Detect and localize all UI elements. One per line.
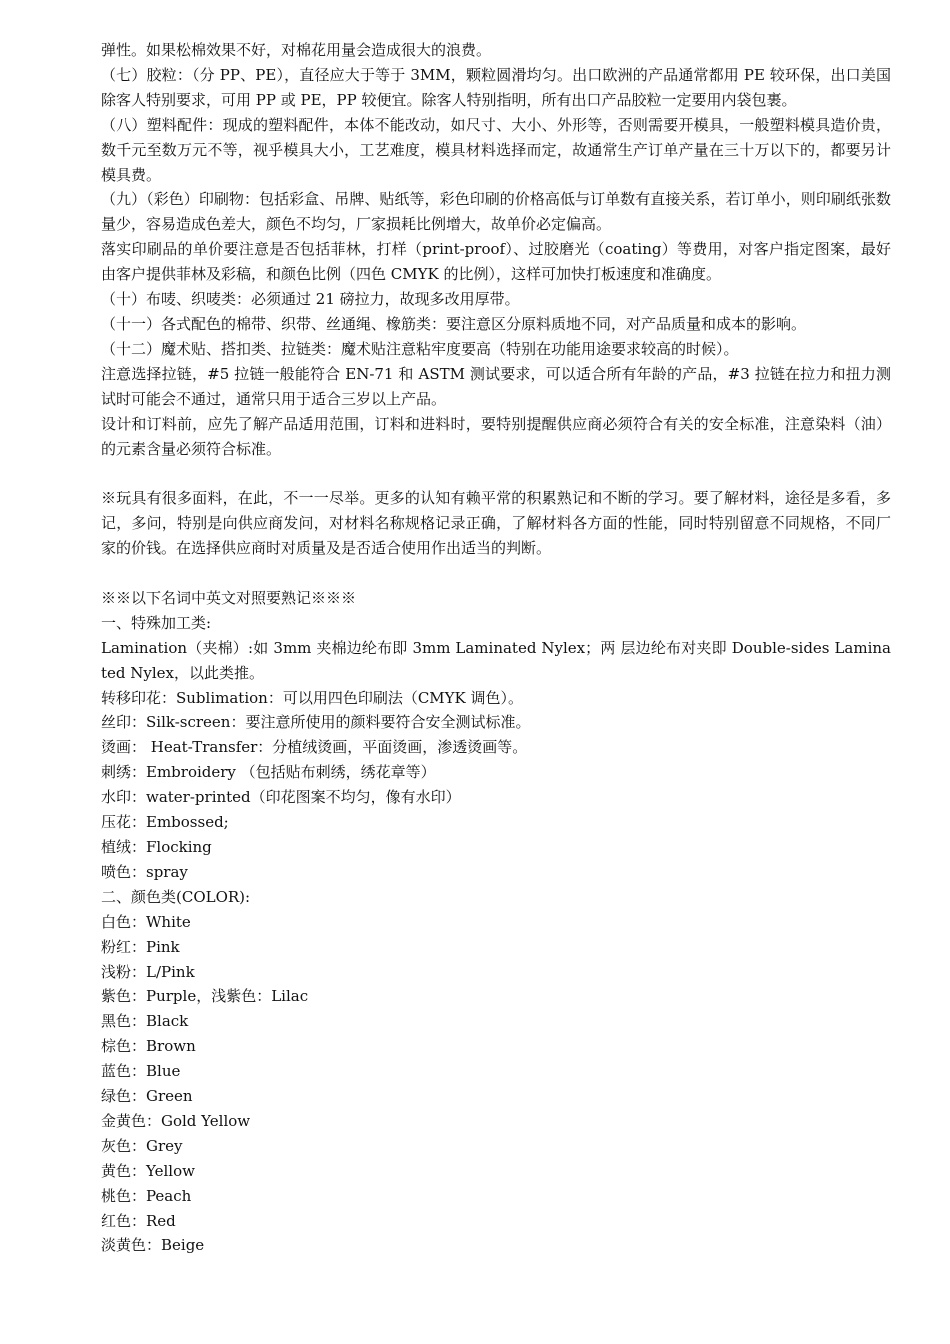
glossary-heading: ※※以下名词中英文对照要熟记※※※ (101, 588, 357, 607)
color-item: 金黄色：Gold Yellow (101, 1111, 251, 1130)
section-title-special-processing: 一、特殊加工类: (101, 613, 212, 632)
glossary-item: 刺绣：Embroidery （包括贴布刺绣，绣花章等） (101, 763, 436, 782)
color-item: 桃色：Peach (101, 1186, 192, 1205)
paragraph: （七）胶粒：（分 PP、PE），直径应大于等于 3MM，颗粒圆滑均匀。出口欧洲的产品通常都用 PE 较环保，出口美国除客人特别要求，可用 PP 或 PE，PP 较便宜。除客人特别指明，所有出口产品胶粒一定要用内袋包裹。 (101, 65, 891, 109)
blank-line (101, 561, 891, 586)
color-item: 粉红：Pink (101, 937, 180, 956)
color-item: 黑色：Black (101, 1012, 189, 1031)
color-item: 红色：Red (101, 1211, 176, 1230)
glossary-item: 喷色：spray (101, 862, 188, 881)
glossary-item: 压花：Embossed; (101, 813, 229, 832)
color-item: 白色：White (101, 912, 191, 931)
paragraph: 弹性。如果松棉效果不好，对棉花用量会造成很大的浪费。 (101, 41, 492, 59)
paragraph: （十二）魔术贴、搭扣类、拉链类：魔术贴注意粘牢度要高（特别在功能用途要求较高的时候）。 (101, 339, 739, 358)
glossary-item: 转移印花：Sublimation：可以用四色印刷法（CMYK 调色）。 (101, 688, 524, 707)
document-page (101, 38, 891, 1258)
paragraph: （十）布唛、织唛类：必须通过 21 磅拉力，故现多改用厚带。 (101, 290, 520, 309)
paragraph: 设计和订料前，应先了解产品适用范围，订料和进料时，要特别提醒供应商必须符合有关的安全标准，注意染料（油）的元素含量必须符合标准。 (101, 414, 891, 458)
note-paragraph: ※玩具有很多面料，在此，不一一尽举。更多的认知有赖平常的积累熟记和不断的学习。要了解材料，途径是多看，多记，多问，特别是向供应商发问，对材料名称规格记录正确，了解材料各方面的性能，同时特别留意不同规格，不同厂家的价钱。在选择供应商时对质量及是否适合使用作出适当的判断。 (101, 489, 891, 558)
section-title-colors: 二、颜色类(COLOR): (101, 887, 251, 906)
paragraph: 注意选择拉链，#5 拉链一般能符合 EN-71 和 ASTM 测试要求，可以适合所有年龄的产品，#3 拉链在拉力和扭力测试时可能会不通过，通常只用于适合三岁以上产品。 (101, 364, 891, 408)
color-item: 绿色：Green (101, 1087, 193, 1106)
color-item: 黄色：Yellow (101, 1161, 195, 1180)
color-item: 蓝色：Blue (101, 1062, 181, 1081)
color-item: 浅粉：L/Pink (101, 962, 195, 981)
paragraph: （八）塑料配件：现成的塑料配件，本体不能改动，如尺寸、大小、外形等，否则需要开模具，一般塑料模具造价贵，数千元至数万元不等，视乎模具大小，工艺难度，模具材料选择而定，故通常生产订单产量在三十万以下的，都要另计模具费。 (101, 115, 891, 184)
glossary-item: Lamination（夹棉）:如 3mm 夹棉边纶布即 3mm Laminated Nylex；两 层边纶布对夹即 Double-sides Laminated Nylex，以此类推。 (101, 638, 891, 682)
paragraph: 落实印刷品的单价要注意是否包括菲林，打样（print-proof）、过胶磨光（coating）等费用，对客户指定图案，最好由客户提供菲林及彩稿，和颜色比例（四色 CMYK 的比例），这样可加快打板速度和准确度。 (101, 240, 891, 284)
glossary-item: 丝印：Silk-screen：要注意所使用的颜料要符合安全测试标准。 (101, 713, 531, 732)
paragraph: （十一）各式配色的棉带、织带、丝通绳、橡筋类：要注意区分原料质地不同，对产品质量和成本的影响。 (101, 314, 807, 333)
color-item: 灰色：Grey (101, 1136, 183, 1155)
glossary-item: 植绒：Flocking (101, 837, 212, 856)
paragraph: （九）（彩色）印刷物：包括彩盒、吊牌、贴纸等，彩色印刷的价格高低与订单数有直接关系，若订单小，则印刷纸张数量少，容易造成色差大，颜色不均匀，厂家损耗比例增大，故单价必定偏高。 (101, 190, 891, 234)
color-item: 棕色：Brown (101, 1037, 196, 1056)
color-item: 淡黄色：Beige (101, 1236, 205, 1255)
glossary-item: 水印：water-printed（印花图案不均匀，像有水印） (101, 788, 461, 807)
color-item: 紫色：Purple，浅紫色：Lilac (101, 987, 309, 1006)
glossary-item: 烫画： Heat-Transfer：分植绒烫画，平面烫画，渗透烫画等。 (101, 738, 528, 757)
blank-line (101, 461, 891, 486)
